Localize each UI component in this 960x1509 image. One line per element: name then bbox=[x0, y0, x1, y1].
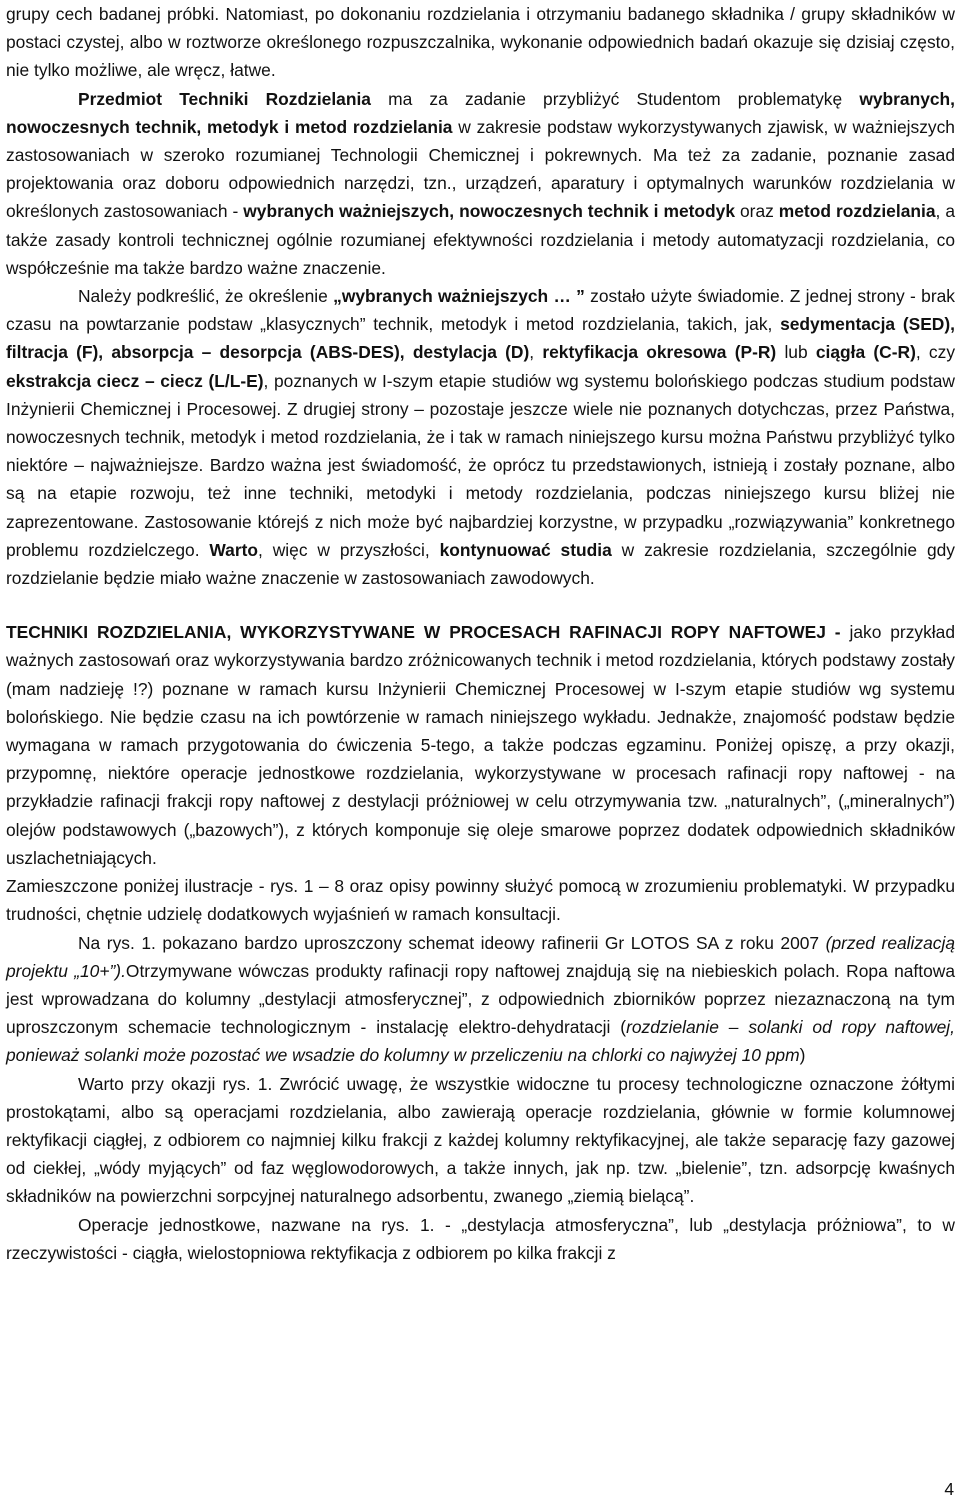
section-heading-text: TECHNIKI ROZDZIELANIA, WYKORZYSTYWANE W PROCESACH RAFINACJI ROPY NAFTOWEJ - bbox=[6, 622, 841, 643]
bold-text: metod rozdzielania bbox=[778, 201, 936, 222]
italic-text: rozdzielanie – solanki od ropy naftowej, ponieważ solanki może pozostać we wsadzie do kolumny w przeliczeniu na chlorki co najwyżej 10 ppm bbox=[6, 1017, 955, 1066]
text: ma za zadanie przybliżyć Studentom problematykę bbox=[370, 88, 860, 109]
paragraph-course-subject bbox=[6, 85, 955, 282]
bold-text: wybranych ważniejszych, nowoczesnych technik i metodyk bbox=[243, 201, 735, 222]
page-number: 4 bbox=[944, 1479, 954, 1499]
bold-text: wybranych, nowoczesnych technik, metodyk i metod rozdzielania bbox=[6, 88, 955, 137]
paragraph-refining-techniques bbox=[6, 618, 955, 872]
text: , a także zasady kontroli technicznej ogólnie rozumianej efektywności rozdzielania i metody automatyzacji rozdzielania, co współcześnie ma także bardzo ważne znaczenie. bbox=[6, 201, 955, 278]
text: jako przykład ważnych zastosowań oraz wykorzystywania bardzo zróżnicowanych technik i metod rozdzielania, których podstawy zostały (mam nadzieję !?) poznane w ramach kursu Inżynierii Chemicznej Procesowej w I-szym etapie studiów wg systemu bolońskiego. Nie będzie czasu na ich powtórzenie w ramach niniejszego wykładu. Jednakże, znajomość podstaw będzie wymagana w ramach przygotowania do ćwiczenia 5-tego, a także podczas egzaminu. Poniżej opiszę, a przy okazji, przypomnę, niektóre operacje jednostkowe rozdzielania, wykorzystywane w procesach rafinacji ropy naftowej - na przykładzie rafinacji frakcji ropy naftowej z destylacji próżniowej w celu otrzymywania tzw. „naturalnych”, („mineralnych”) olejów podstawowych („bazowych”), z których komponuje się oleje smarowe poprzez dodatek odpowiednich składników uszlachetniających. bbox=[6, 622, 956, 868]
bold-text: rektyfikacja okresowa (P-R) bbox=[542, 342, 777, 363]
bold-text: Warto bbox=[209, 539, 259, 560]
text: Na rys. 1. pokazano bardzo uproszczony schemat ideowy rafinerii Gr LOTOS SA z roku 2007 bbox=[78, 932, 826, 953]
document-page bbox=[6, 0, 955, 1267]
text: w zakresie podstaw wykorzystywanych zjawisk, w ważniejszych zastosowaniach w szeroko rozumianej Technologii Chemicznej i pokrewnych. Ma też za zadanie, poznanie zasad projektowania oraz doboru odpowiednich narzędzi, tzn., urządzeń, aparatury i optymalnych warunków rozdzielania w określonych zastosowaniach - bbox=[6, 116, 955, 222]
bold-text: kontynuować studia bbox=[439, 539, 612, 560]
italic-text: (przed realizacją projektu „10+”). bbox=[6, 932, 955, 981]
text: oraz bbox=[735, 201, 779, 222]
paragraph-unit-operations bbox=[6, 1211, 955, 1267]
text: Warto przy okazji rys. 1. Zwrócić uwagę, że wszystkie widoczne tu procesy technologiczne oznaczone żółtymi prostokątami, albo są operacjami rozdzielania, albo zawierają operacje rozdzielania, głównie w formie kolumnowej rektyfikacji ciągłej, z odbiorem co najmniej kilku frakcji z każdej kolumny rektyfikacyjnej, ale także separację fazy gazowej od ciekłej, „wódy myjących” od faz węglowodorowych, a także innych, jak np. tzw. „bielenie”, tzn. adsorpcję kwaśnych składników na powierzchni sorpcyjnej naturalnego adsorbentu, zwanego „ziemią bielącą”. bbox=[6, 1073, 955, 1207]
bold-text: Przedmiot Techniki Rozdzielania bbox=[78, 88, 371, 109]
bold-text: „wybranych ważniejszych … ” bbox=[333, 286, 585, 307]
paragraph-figure-1-description bbox=[6, 929, 955, 1070]
paragraph-spacer bbox=[6, 592, 955, 618]
paragraph-emphasis-note bbox=[6, 282, 955, 592]
bold-text: ciągła (C-R) bbox=[815, 342, 916, 363]
paragraph-intro-continuation bbox=[6, 0, 955, 85]
text: Zamieszczone poniżej ilustracje - rys. 1 – 8 oraz opisy powinny służyć pomocą w zrozumieniu problematyki. W przypadku trudności, chętnie udzielę dodatkowych wyjaśnień w ramach konsultacji. bbox=[6, 876, 955, 925]
bold-text: ekstrakcja ciecz – ciecz (L/L-E) bbox=[6, 370, 264, 391]
text: Należy podkreślić, że określenie bbox=[78, 286, 334, 307]
text: , poznanych w I-szym etapie studiów wg systemu bolońskiego podczas studium podstaw Inżynierii Chemicznej i Procesowej. Z drugiej strony – pozostaje jeszcze wiele nie poznanych dotychczas, przez Państwa, nowoczesnych technik, metodyk i metod rozdzielania, że i tak w ramach niniejszego kursu można Państwu przybliżyć tylko niektóre – najważniejsze. Bardzo ważna jest świadomość, że oprócz tu przedstawionych, istnieją i zostały poznane, albo są na etapie rozwoju, też inne techniki, metodyki i metody rozdzielania, podczas niniejszego kursu bliżej nie zaprezentowane. Zastosowanie którejś z nich może być najbardziej korzystne, w przypadku „rozwiązywania” konkretnego problemu rozdzielczego. bbox=[6, 370, 955, 560]
text: Operacje jednostkowe, nazwane na rys. 1. - „destylacja atmosferyczna”, lub „destylacja próżniowa”, to w rzeczywistości - ciągła, wielostopniowa rektyfikacja z odbiorem po kilka frakcji z bbox=[6, 1214, 955, 1263]
text: w zakresie rozdzielania, szczególnie gdy rozdzielanie będzie miało ważne znaczenie w zastosowaniach zawodowych. bbox=[6, 539, 955, 589]
paragraph-illustrations-note bbox=[6, 872, 955, 928]
text: , czy bbox=[915, 342, 956, 363]
bold-text: sedymentacja (SED), filtracja (F), absorpcja – desorpcja (ABS-DES), destylacja (D) bbox=[6, 314, 955, 363]
text: , bbox=[529, 342, 543, 363]
text: ) bbox=[799, 1045, 806, 1066]
text: Otrzymywane wówczas produkty rafinacji ropy naftowej znajdują się na niebieskich polach. Ropa naftowa jest wprowadzana do kolumny „destylacji atmosferycznej”, z odpowiednich zbiorników poprzez niezaznaczoną na tym uproszczonym schemacie technologicznym - instalację elektro-dehydratacji ( bbox=[6, 960, 956, 1038]
text: lub bbox=[776, 342, 816, 363]
text: grupy cech badanej próbki. Natomiast, po dokonaniu rozdzielania i otrzymaniu badanego składnika / grupy składników w postaci czystej, albo w roztworze określonego rozpuszczalnika, wykonanie odpowiednich badań okazuje się dzisiaj często, nie tylko możliwe, ale wręcz, łatwe. bbox=[6, 4, 955, 81]
text: , więc w przyszłości, bbox=[258, 539, 440, 560]
paragraph-figure-1-processes bbox=[6, 1070, 955, 1211]
text: zostało użyte świadomie. Z jednej strony - brak czasu na powtarzanie podstaw „klasycznych” technik, metodyk i metod rozdzielania, takich, jak, bbox=[6, 286, 955, 335]
